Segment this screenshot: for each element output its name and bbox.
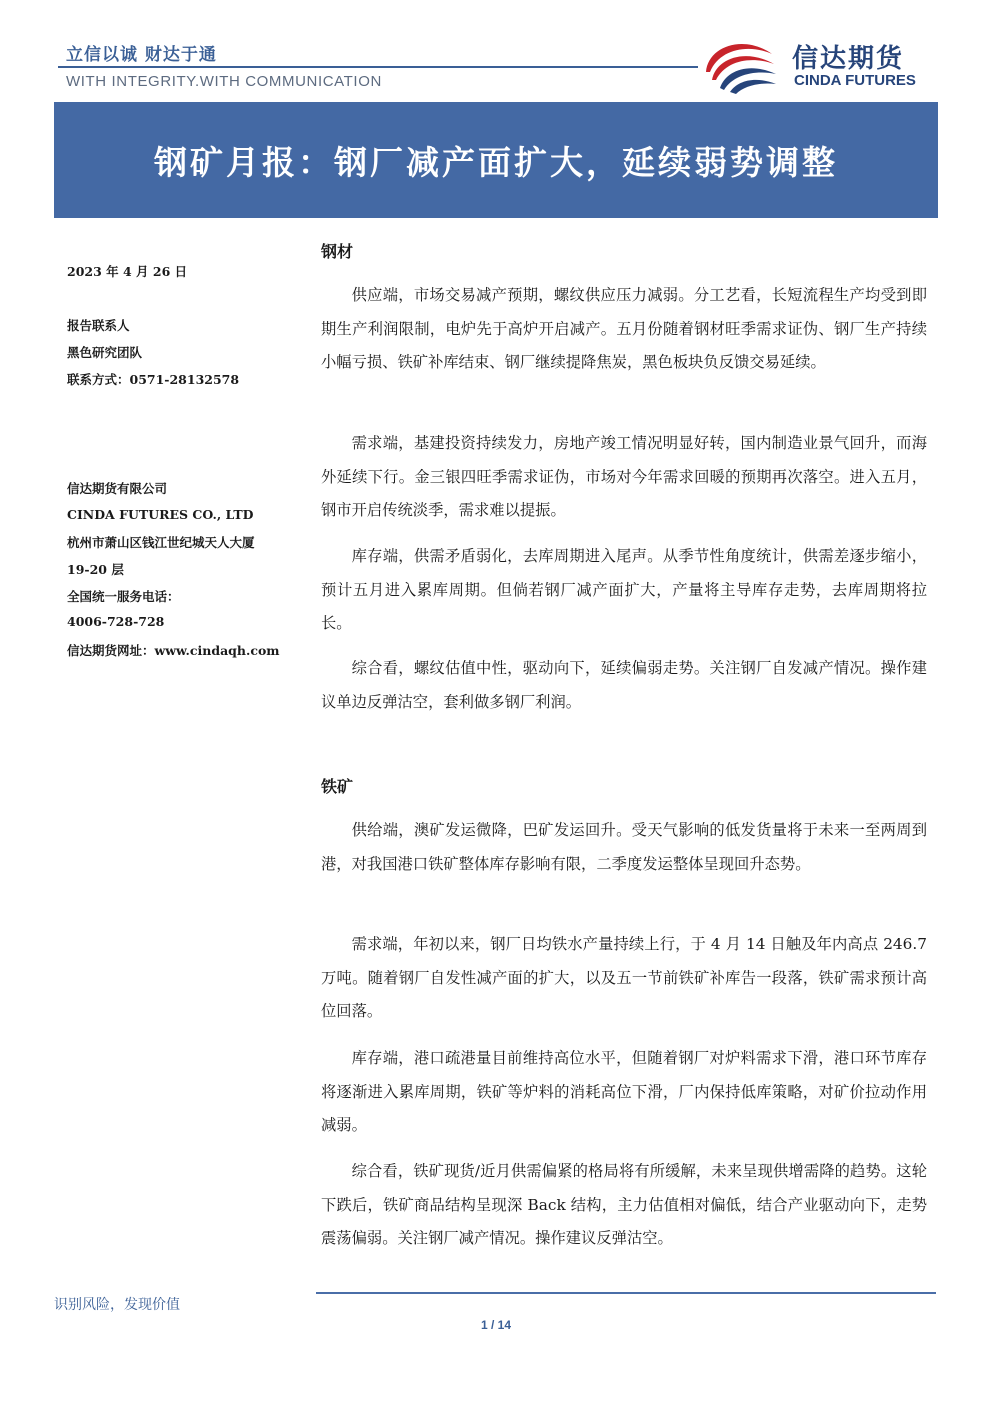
steel-paragraph-summary: 综合看，螺纹估值中性，驱动向下，延续偏弱走势。关注钢厂自发减产情况。操作建议单边反弹沽空，套利做多钢厂利润。: [321, 659, 927, 711]
footer-divider: [316, 1292, 936, 1294]
contact-label: 报告联系人: [67, 318, 130, 333]
footer-tagline: 识别风险，发现价值: [54, 1297, 180, 1313]
title-banner: [54, 102, 938, 218]
logo-text-en: CINDA FUTURES: [794, 72, 916, 89]
ore-paragraph-supply: 供给端，澳矿发运微降，巴矿发运回升。受天气影响的低发货量将于未来一至两周到港，对我国港口铁矿整体库存影响有限，二季度发运整体呈现回升态势。: [321, 821, 927, 873]
ore-paragraph-demand: 需求端，年初以来，钢厂日均铁水产量持续上行，于 4 月 14 日触及年内高点 246.7 万吨。随着钢厂自发性减产面的扩大，以及五一节前铁矿补库告一段落，铁矿需求预计高位回落。: [321, 935, 927, 1020]
address-line-1: 杭州市萧山区钱江世纪城天人大厦: [67, 535, 255, 550]
slogan-cn: 立信以诚 财达于通: [66, 45, 217, 65]
cinda-logo-icon: [700, 32, 778, 94]
company-name-en: CINDA FUTURES CO., LTD: [67, 507, 254, 522]
research-team: 黑色研究团队: [67, 345, 143, 360]
page-header: [0, 0, 992, 100]
hotline-label: 全国统一服务电话：: [67, 589, 180, 604]
page-number: 1 / 14: [480, 1318, 512, 1332]
section-heading-iron-ore: 铁矿: [321, 777, 354, 796]
section-heading-steel: 钢材: [321, 242, 354, 261]
report-title: 钢矿月报：钢厂减产面扩大，延续弱势调整: [154, 142, 838, 182]
ore-paragraph-inventory: 库存端，港口疏港量目前维持高位水平，但随着钢厂对炉料需求下滑，港口环节库存将逐渐进入累库周期，铁矿等炉料的消耗高位下滑，厂内保持低库策略，对矿价拉动作用减弱。: [321, 1049, 927, 1134]
steel-paragraph-supply: 供应端，市场交易减产预期，螺纹供应压力减弱。分工艺看，长短流程生产均受到即期生产利润限制，电炉先于高炉开启减产。五月份随着钢材旺季需求证伪、钢厂生产持续小幅亏损、铁矿补库结束、钢厂继续提降焦炭，黑色板块负反馈交易延续。: [321, 286, 927, 371]
address-line-2: 19-20 层: [67, 562, 124, 577]
header-divider: [58, 66, 698, 68]
slogan-en: WITH INTEGRITY.WITH COMMUNICATION: [66, 73, 382, 90]
steel-paragraph-demand: 需求端，基建投资持续发力，房地产竣工情况明显好转，国内制造业景气回升，而海外延续下行。金三银四旺季需求证伪，市场对今年需求回暖的预期再次落空。进入五月，钢市开启传统淡季，需求难以提振。: [321, 434, 927, 519]
company-name-cn: 信达期货有限公司: [67, 481, 168, 496]
company-website: 信达期货网址：www.cindaqh.com: [67, 643, 280, 658]
hotline-number: 4006-728-728: [67, 614, 165, 629]
contact-phone: 联系方式：0571-28132578: [67, 372, 240, 387]
steel-paragraph-inventory: 库存端，供需矛盾弱化，去库周期进入尾声。从季节性角度统计，供需差逐步缩小，预计五月进入累库周期。但倘若钢厂减产面扩大，产量将主导库存走势，去库周期将拉长。: [321, 547, 927, 632]
report-date: 2023 年 4 月 26 日: [67, 264, 188, 279]
logo-text-cn: 信达期货: [792, 44, 905, 74]
ore-paragraph-summary: 综合看，铁矿现货/近月供需偏紧的格局将有所缓解，未来呈现供增需降的趋势。这轮下跌后，铁矿商品结构呈现深 Back 结构，主力估值相对偏低，结合产业驱动向下，走势震荡偏弱。关注钢厂减产情况。操作建议反弹沽空。: [321, 1162, 927, 1247]
